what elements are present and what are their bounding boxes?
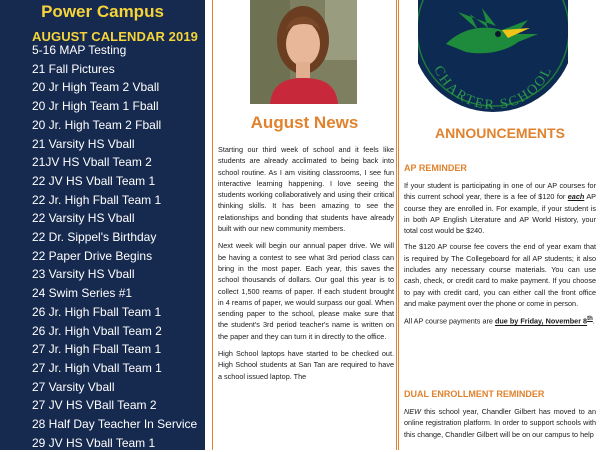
calendar-event: 21 Fall Pictures — [32, 61, 115, 76]
principal-photo — [250, 0, 357, 104]
ap-text: AP course they are enrolled in. For example, if your student is in both AP English Literature and AP World History, your total cost would be $240. — [404, 192, 596, 236]
calendar-event: 24 Swim Series #1 — [32, 286, 133, 301]
ap-paragraph-3 — [404, 314, 596, 327]
calendar-event: 20 Jr High Team 1 Fball — [32, 99, 159, 114]
ap-reminder-heading: AP REMINDER — [404, 163, 467, 173]
calendar-event: 20 Jr. High Team 2 Fball — [32, 117, 162, 132]
ap-emphasis: each — [567, 192, 585, 202]
calendar-event: 29 JV HS Vball Team 1 — [32, 435, 156, 450]
calendar-event: 5-16 MAP Testing — [32, 43, 127, 57]
de-text: this school year, Chandler Gilbert has moved to an online registration platform. In order to support schools with this change, Chandler Gilbert will be on our campus to help — [404, 407, 596, 439]
news-title: August News — [250, 113, 359, 132]
logo-text: CHARTER SCHOOL — [430, 63, 556, 114]
calendar-event: 22 Dr. Sippel's Birthday — [32, 230, 157, 245]
calendar-event: 26 Jr. High Vball Team 2 — [32, 323, 162, 338]
calendar-event: 26 Jr. High Fball Team 1 — [32, 304, 162, 319]
news-paragraph: Next week will begin our annual paper drive. We will be having a contest to see what 3rd period class can bring in the most paper. Each year, this saves the school thousands of dollars. Our goal this year is to collect 1,500 reams of paper. If each student brought in 4 reams of paper, we would surpass our goal. When sending paper to the school, please make sure that the student's 3rd period teacher's name is written on the paper and they can turn it in directly to the office. — [218, 241, 394, 341]
campus-title: Power Campus — [41, 2, 164, 21]
ap-due-date-suffix: th — [587, 316, 593, 323]
ap-reminder-body — [404, 180, 596, 332]
calendar-event: 21JV HS Vball Team 2 — [32, 155, 152, 170]
ap-text: . — [592, 316, 595, 326]
calendar-event: 22 Jr. High Fball Team 1 — [32, 192, 162, 207]
calendar-event: 27 JV HS VBall Team 2 — [32, 398, 157, 413]
ap-due-date: due by Friday, November 8 — [494, 316, 588, 326]
calendar-event: 22 JV HS Vball Team 1 — [32, 173, 156, 188]
school-logo — [418, 0, 568, 118]
calendar-event-list — [32, 41, 197, 452]
calendar-event: 27 Jr. High Vball Team 1 — [32, 360, 162, 375]
announcements-title: ANNOUNCEMENTS — [435, 125, 565, 141]
calendar-event: 20 Jr High Team 2 Vball — [32, 80, 160, 95]
de-paragraph — [404, 406, 596, 440]
calendar-event: 22 Paper Drive Begins — [32, 248, 153, 263]
de-emphasis: NEW — [404, 407, 421, 416]
calendar-title: AUGUST CALENDAR 2019 — [32, 29, 198, 44]
ap-paragraph-2: The $120 AP course fee covers the end of year exam that is required by The Collegeboard for all AP students; it also includes any necessary course materials. You can use cash, check, or credit card to make payment. If you choose to pay with credit card, you can either call the front office and make payment over the phone or come in person. — [404, 242, 596, 308]
dual-enrollment-body — [404, 406, 596, 445]
calendar-event: 23 Varsity HS Vball — [32, 267, 135, 282]
ap-paragraph-1 — [404, 180, 596, 236]
dual-enrollment-heading: DUAL ENROLLMENT REMINDER — [404, 389, 545, 399]
calendar-event: 28 Half Day Teacher In Service — [32, 417, 198, 432]
calendar-event: 22 Varsity HS Vball — [32, 211, 135, 226]
calendar-sidebar — [0, 0, 205, 450]
news-body — [218, 144, 394, 388]
ap-text: All AP course payments are — [404, 316, 495, 326]
news-paragraph: High School laptops have started to be checked out. High School students at San Tan are required to have a school issued laptop. The — [218, 349, 394, 381]
calendar-event: 27 Varsity Vball — [32, 379, 115, 394]
ap-text: If your student is participating in one of our AP courses for this current school year, there is a fee of $120 for — [404, 181, 596, 202]
calendar-event: 27 Jr. High Fball Team 1 — [32, 342, 162, 357]
news-paragraph: Starting our third week of school and it feels like students are already acclimated to being back into school routine. As I am visiting classrooms, I see fun interactive learning happening. I love seeing the students working collaboratively and using their critical thinking skills. It has been amazing to see the relationships and bonding that students have already built with our new community members. — [218, 145, 394, 234]
calendar-event: 21 Varsity HS Vball — [32, 136, 135, 151]
